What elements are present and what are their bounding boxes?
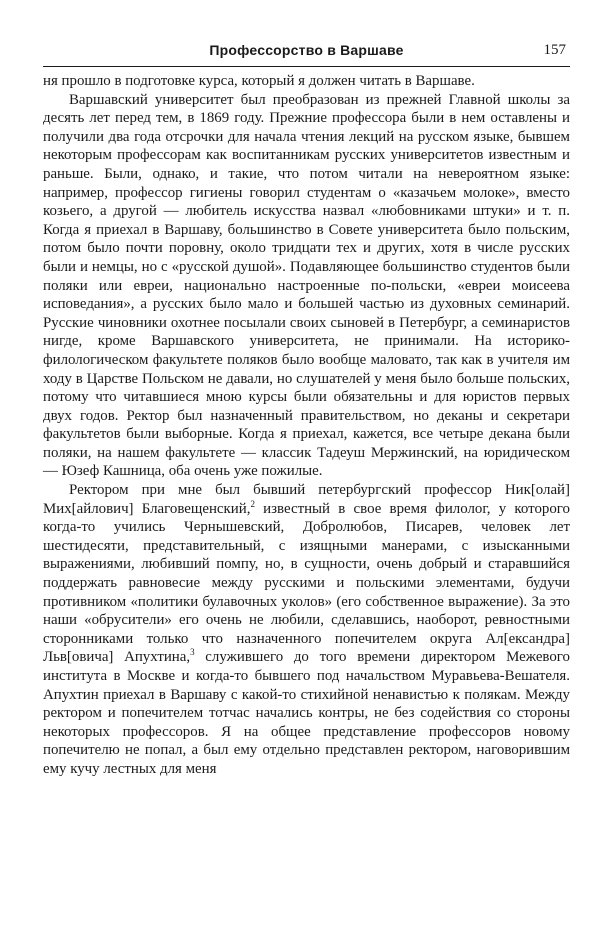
book-page [43,36,570,779]
paragraph-rector [43,481,570,779]
footnote-marker-2: 2 [250,498,255,509]
running-title: Профессорство в Варшаве [209,42,404,58]
rector-text-part-3: служившего до того времени директором Межевого института в Москве и когда-то бывшего под начальством Муравьева-Вешателя. Апухтин приехал в Варшаву с какой-то стихийной ненавистью к полякам. Между ректором и попечителем тотчас начались контры, не без содействия со стороны некоторых профессоров. Я на общее представление профессоров новому попечителю не попал, а был ему отдельно представлен ректором, наговорившим ему кучу лестных для меня [43,649,570,777]
paragraph-warsaw-university: Варшавский университет был преобразован из прежней Главной школы за десять лет перед тем, в 1869 году. Прежние профессора были в нем оставлены и получили два года отсрочки для начала чтения лекций на русском языке, бывшем некоторым профессорам как воспитанникам русских университетов известным и раньше. Были, однако, и такие, что потом читали на невероятном языке: например, профессор гигиены говорил студентам о «казачьем молоке», вместо козьего, а другой — любитель искусства назвал «любовниками штуки» и т. п. Когда я приехал в Варшаву, большинство в Совете университета было польским, потом было почти поровну, около тридцати тех и других, хотя в числе русских были и немцы, но с «русской душой». Подавляющее большинство студентов были поляки или евреи, национально настроенные по-польски, «евреи моисеева исповедания», а русских было мало и большей частью из духовных семинарий. Русские чиновники охотнее посылали своих сыновей в Петербург, а семинаристов нигде, кроме Варшавского университета, не принимали. На историко-филологическом факультете поляков было вообще маловато, так как в учителя им ходу в Царстве Польском не давали, но слушателей у меня было больше польских, потому что читавшиеся мною курсы были обязательны и для юристов первых двух годов. Ректор был назначенный правительством, но деканы и секретари факультетов были выборные. Когда я приехал, кажется, все четыре декана были поляки, на нашем факультете — классик Тадеуш Мержинский, на юридическом — Юзеф Кашница, оба очень уже пожилые. [43,91,570,480]
rector-text-part-2: известный в свое время филолог, у которого когда-то учились Чернышевский, Добролюбов, Писарев, человек лет шестидесяти, представительный, с изящными манерами, с изысканными выражениями, любивший помпу, но, в сущности, очень добрый и старавшийся поддержать равновесие между русскими и польскими элементами, будучи противником «политики булавочных уколов» (его собственное выражение). За это наши «обрусители» его очень не любили, сделавшись, наоборот, ревностными сторонниками только что назначенного попечителем округа Ал[ександра] Льв[овича] Апухтина, [43,500,570,666]
page-number: 157 [543,42,566,58]
paragraph-continued: ня прошло в подготовке курса, который я должен читать в Варшаве. [43,73,475,89]
running-head [43,36,570,67]
rector-text-part-1: Ректором при мне был бывший петербургский профессор Ник[олай] Мих[айлович] Благовещенский, [43,482,570,517]
body-text [43,72,570,779]
footnote-marker-3: 3 [190,647,195,658]
